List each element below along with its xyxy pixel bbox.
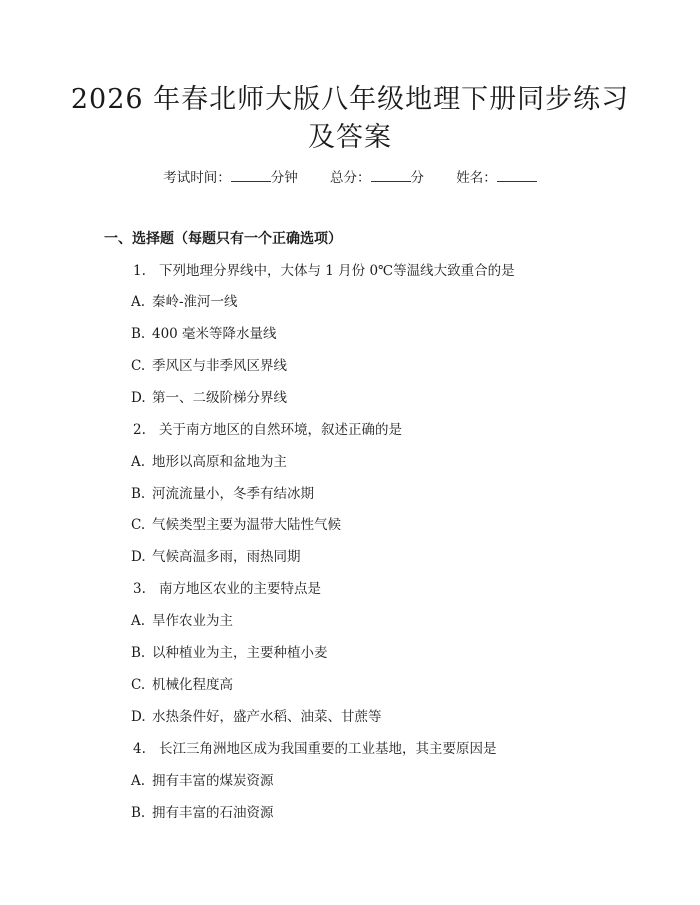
question-text: 下列地理分界线中，大体与 1 月份 0℃等温线大致重合的是 [159,263,515,279]
question-4-option-b [131,803,274,823]
option-letter: B. [131,805,146,821]
question-text: 长江三角洲地区成为我国重要的工业基地，其主要原因是 [159,741,497,757]
question-1 [133,261,515,281]
document-title-line-2: 及答案 [308,122,392,153]
option-letter: C. [131,517,146,533]
option-letter: A. [131,773,146,789]
option-letter: B. [131,645,146,661]
question-1-option-d [131,388,287,408]
student-name-blank [497,169,537,182]
question-1-option-c [131,356,287,376]
option-text: 秦岭-淮河一线 [152,294,238,310]
exam-time-blank [231,169,271,182]
option-text: 气候类型主要为温带大陆性气候 [152,517,341,533]
document-title-line-1: 2026 年春北师大版八年级地理下册同步练习 [70,84,630,115]
option-letter: A. [131,294,146,310]
option-text: 气候高温多雨，雨热同期 [152,549,301,565]
option-text: 以种植业为主，主要种植小麦 [152,645,328,661]
total-score-unit: 分 [410,170,424,186]
option-letter: B. [131,326,146,342]
option-text: 旱作农业为主 [152,613,233,629]
question-3-option-a [131,611,233,631]
question-2-option-a [131,452,287,472]
question-number: 3. [133,581,146,597]
option-text: 季风区与非季风区界线 [152,358,287,374]
total-score-label: 总分： [330,170,371,186]
section-title: 一、选择题（每题只有一个正确选项） [104,231,342,247]
option-letter: D. [131,549,146,565]
question-3 [133,579,321,599]
option-text: 地形以高原和盆地为主 [152,454,287,470]
question-1-option-b [131,324,277,344]
total-score-field [330,168,424,188]
exam-time-unit: 分钟 [270,170,298,186]
option-text: 机械化程度高 [152,677,233,693]
option-letter: C. [131,677,146,693]
student-name-field [456,168,537,188]
option-letter: A. [131,454,146,470]
exam-time-field [163,168,298,188]
question-2 [133,420,402,440]
question-1-option-a [131,292,238,312]
question-number: 1. [133,263,146,279]
question-text: 关于南方地区的自然环境，叙述正确的是 [159,422,402,438]
option-letter: D. [131,390,146,406]
total-score-blank [371,169,411,182]
option-text: 第一、二级阶梯分界线 [152,390,287,406]
question-number: 4. [133,741,146,757]
question-text: 南方地区农业的主要特点是 [159,581,321,597]
exam-time-label: 考试时间： [163,170,231,186]
option-text: 水热条件好，盛产水稻、油菜、甘蔗等 [152,709,382,725]
question-2-option-b [131,484,314,504]
question-4-option-a [131,771,274,791]
option-text: 拥有丰富的石油资源 [152,805,274,821]
question-3-option-c [131,675,233,695]
exam-info-row [0,168,700,188]
option-letter: C. [131,358,146,374]
question-2-option-c [131,515,341,535]
option-text: 400 毫米等降水量线 [152,326,277,342]
option-letter: B. [131,486,146,502]
student-name-label: 姓名： [456,170,497,186]
option-letter: D. [131,709,146,725]
option-letter: A. [131,613,146,629]
question-3-option-b [131,643,328,663]
question-2-option-d [131,547,301,567]
question-4 [133,739,497,759]
option-text: 河流流量小，冬季有结冰期 [152,486,314,502]
option-text: 拥有丰富的煤炭资源 [152,773,274,789]
question-3-option-d [131,707,382,727]
question-number: 2. [133,422,146,438]
